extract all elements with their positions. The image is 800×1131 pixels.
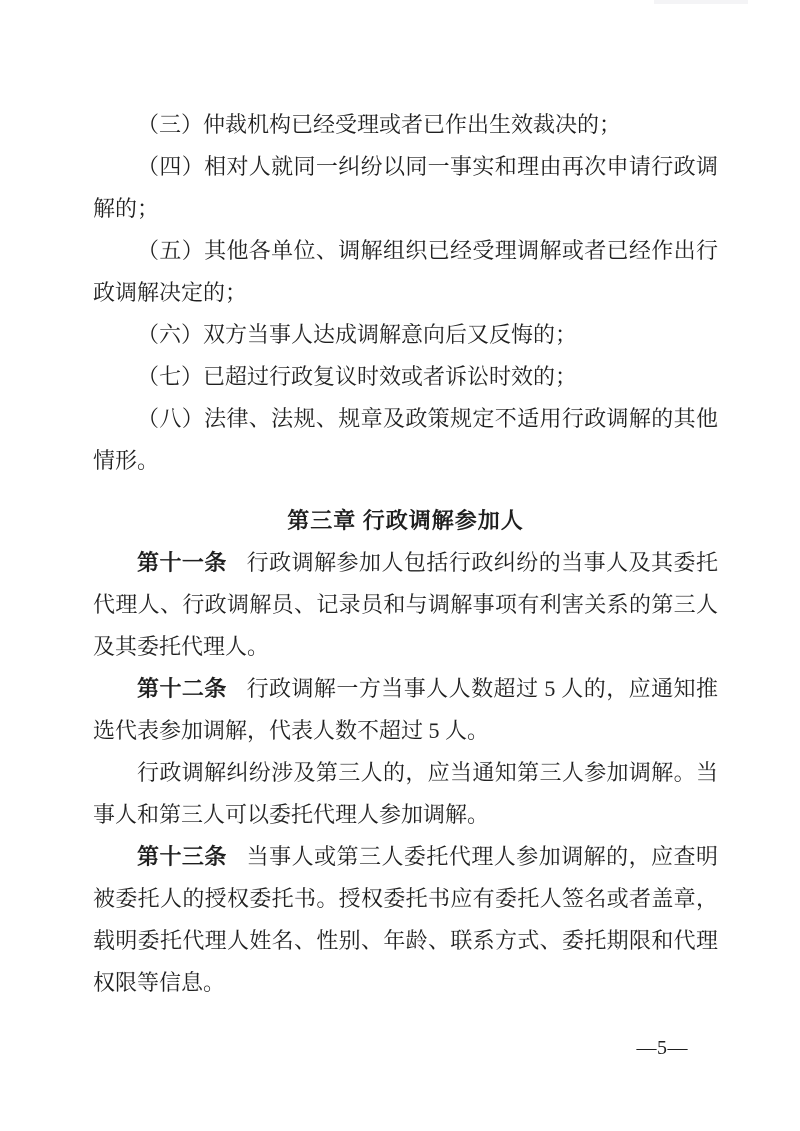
- article-text: 行政调解纠纷涉及第三人的，应当通知第三人参加调解。当事人和第三人可以委托代理人参加调解。: [93, 760, 718, 827]
- article-text: 当事人或第三人委托代理人参加调解的，应查明被委托人的授权委托书。授权委托书应有委托人签名或者盖章，载明委托代理人姓名、性别、年龄、联系方式、委托期限和代理权限等信息。: [93, 844, 718, 995]
- chapter-heading: 第三章 行政调解参加人: [287, 508, 524, 533]
- article-number-label: 第十一条: [137, 550, 227, 575]
- article-text: 行政调解参加人包括行政纠纷的当事人及其委托代理人、行政调解员、记录员和与调解事项有利害关系的第三人及其委托代理人。: [93, 550, 718, 659]
- scan-edge-artifact: [654, 0, 748, 4]
- clause-item-7: （七）已超过行政复议时效或者诉讼时效的；: [137, 364, 578, 389]
- article-number-label: 第十二条: [137, 676, 227, 701]
- article-text: 行政调解一方当事人人数超过 5 人的，应通知推选代表参加调解，代表人数不超过 5 人。: [93, 676, 718, 743]
- article-paragraph-12: [93, 668, 718, 752]
- page-number: —5—: [636, 1037, 688, 1059]
- document-body: [93, 104, 718, 1004]
- clause-item-5: （五）其他各单位、调解组织已经受理调解或者已经作出行政调解决定的；: [93, 238, 718, 305]
- clause-item-4: （四）相对人就同一纠纷以同一事实和理由再次申请行政调解的；: [93, 154, 718, 221]
- article-paragraph-13: [93, 836, 718, 1004]
- clause-item-6: （六）双方当事人达成调解意向后又反悔的；: [137, 322, 578, 347]
- article-number-label: 第十三条: [137, 844, 227, 869]
- clause-item-8: （八）法律、法规、规章及政策规定不适用行政调解的其他情形。: [93, 406, 718, 473]
- article-paragraph-11: [93, 542, 718, 668]
- clause-item-3: （三）仲裁机构已经受理或者已作出生效裁决的；: [137, 112, 622, 137]
- article-paragraph-12-continued: [93, 752, 718, 836]
